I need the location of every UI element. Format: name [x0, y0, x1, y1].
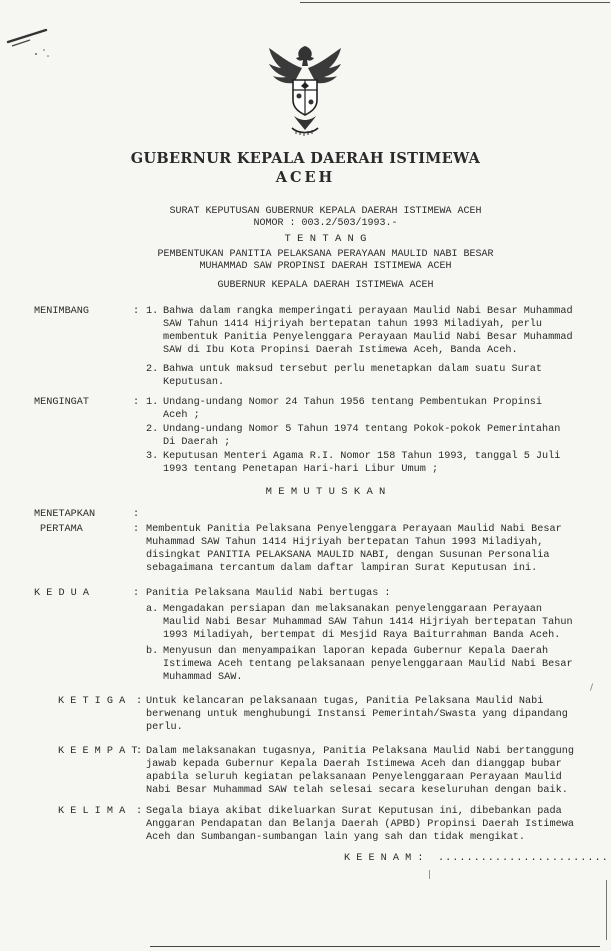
kedua-item-a-letter: a. — [146, 604, 159, 615]
ketiga-text: Untuk kelancaran pelaksanaan tugas, Panitia Pelaksana Maulid Nabi berwenang untuk menghubungi Instansi Pemerintah/Swasta yang dipandang perlu. — [146, 696, 568, 733]
scan-corner-marks — [6, 24, 56, 64]
pertama-label: PERTAMA — [40, 524, 83, 535]
keempat-text: Dalam melaksanakan tugasnya, Panitia Pelaksana Maulid Nabi bertanggung jawab kepada Gubernur Kepala Daerah Istimewa Aceh dan dianggap bubar apabila seluruh kegiatan pelaksanaan Penyelenggaraan Perayaan Maulid Nabi Besar Muhammad SAW telah selesai secara keseluruhan dengan baik. — [146, 746, 574, 796]
kelima-text: Segala biaya akibat dikeluarkan Surat Keputusan ini, dibebankan pada Anggaran Pendapatan dan Belanja Daerah (APBD) Propinsi Daerah Istimewa Aceh dan Sumbangan-sumbangan lain yang sah dan tidak mengikat. — [146, 806, 574, 843]
kedua-item-b-letter: b. — [146, 646, 159, 657]
memutuskan-heading: M E M U T U S K A N — [265, 486, 386, 498]
mengingat-item-1-number: 1. — [146, 397, 159, 408]
decree-number: NOMOR : 003.2/503/1993.- — [253, 218, 398, 229]
scan-mark: / — [590, 683, 594, 693]
menimbang-colon: : — [133, 306, 140, 317]
keempat-colon: : — [136, 746, 143, 757]
menetapkan-label: MENETAPKAN — [34, 509, 96, 520]
pertama-colon: : — [133, 524, 140, 535]
scan-mark: | — [428, 870, 432, 880]
menimbang-item-1-text: Bahwa dalam rangka memperingati perayaan Maulid Nabi Besar Muhammad SAW Tahun 1414 Hijriyah bertepatan tahun 1993 Miladiyah, perlu membentuk Panitia Penyelenggara Perayaan Maulid Nabi Besar Muhammad SAW di Ibu Kota Propinsi Daerah Istimewa Aceh, Banda Aceh. — [163, 306, 573, 356]
garuda-emblem-icon — [266, 42, 344, 138]
menimbang-item-2-number: 2. — [146, 364, 159, 375]
menetapkan-colon: : — [133, 509, 140, 520]
kedua-intro: Panitia Pelaksana Maulid Nabi bertugas : — [146, 588, 391, 599]
mengingat-item-1-text: Undang-undang Nomor 24 Tahun 1956 tentang Pembentukan Propinsi Aceh ; — [163, 397, 543, 421]
kedua-colon: : — [133, 588, 140, 599]
issuer-line: GUBERNUR KEPALA DAERAH ISTIMEWA ACEH — [217, 280, 434, 291]
menimbang-item-1-number: 1. — [146, 306, 159, 317]
mengingat-colon: : — [133, 397, 140, 408]
office-region: ACEH — [275, 169, 336, 186]
kedua-item-a-text: Mengadakan persiapan dan melaksanakan penyelenggaraan Perayaan Maulid Nabi Besar Muhammad SAW Tahun 1414 Hijriyah bertepatan Tahun 1993 Miladiyah, bertempat di Mesjid Raya Baiturrahman Banda Aceh. — [163, 604, 573, 641]
mengingat-item-3-text: Keputusan Menteri Agama R.I. Nomor 158 Tahun 1993, tanggal 5 Juli 1993 tentang Penetapan Hari-hari Libur Umum ; — [163, 451, 561, 475]
mengingat-item-3-number: 3. — [146, 451, 159, 462]
tentang-heading: T E N T A N G — [284, 233, 367, 245]
keempat-label: K E E M P A T — [58, 746, 138, 757]
ketiga-colon: : — [136, 696, 143, 707]
menimbang-label: MENIMBANG — [34, 306, 90, 317]
kedua-label: K E D U A — [34, 588, 90, 599]
keenam-dotted-leader: ........................ — [438, 853, 609, 864]
mengingat-item-2-number: 2. — [146, 424, 159, 435]
mengingat-label: MENGINGAT — [34, 397, 90, 408]
kelima-label: K E L I M A — [58, 806, 126, 817]
decree-subject-line1: PEMBENTUKAN PANITIA PELAKSANA PERAYAAN MAULID NABI BESAR — [157, 249, 494, 260]
scan-bottom-line — [150, 946, 600, 947]
scan-top-line — [300, 2, 610, 3]
ketiga-label: K E T I G A — [58, 696, 126, 707]
kedua-item-b-text: Menyusun dan menyampaikan laporan kepada Gubernur Kepala Daerah Istimewa Aceh tentang pelaksanaan penyelenggaraan Maulid Nabi Besar Muhammad SAW. — [163, 646, 573, 683]
kelima-colon: : — [136, 806, 143, 817]
scan-right-edge-mark — [606, 880, 607, 940]
menimbang-item-2-text: Bahwa untuk maksud tersebut perlu menetapkan dalam suatu Surat Keputusan. — [163, 364, 543, 388]
decree-subject-line2: MUHAMMAD SAW PROPINSI DAERAH ISTIMEWA ACEH — [199, 261, 452, 272]
keenam-label: K E E N A M : — [344, 853, 424, 864]
mengingat-item-2-text: Undang-undang Nomor 5 Tahun 1974 tentang Pokok-pokok Pemerintahan Di Daerah ; — [163, 424, 561, 448]
pertama-text: Membentuk Panitia Pelaksana Penyelenggara Perayaan Maulid Nabi Besar Muhammad SAW Tahun 1414 Hijriyah bertepatan Tahun 1993 Miladiyah, disingkat PANITIA PELAKSANA MAULID NABI, dengan Susunan Personalia sebagaimana tercantum dalam daftar lampiran Surat Keputusan ini. — [146, 524, 562, 574]
office-title: GUBERNUR KEPALA DAERAH ISTIMEWA — [130, 150, 481, 167]
decree-title: SURAT KEPUTUSAN GUBERNUR KEPALA DAERAH ISTIMEWA ACEH — [169, 206, 482, 217]
